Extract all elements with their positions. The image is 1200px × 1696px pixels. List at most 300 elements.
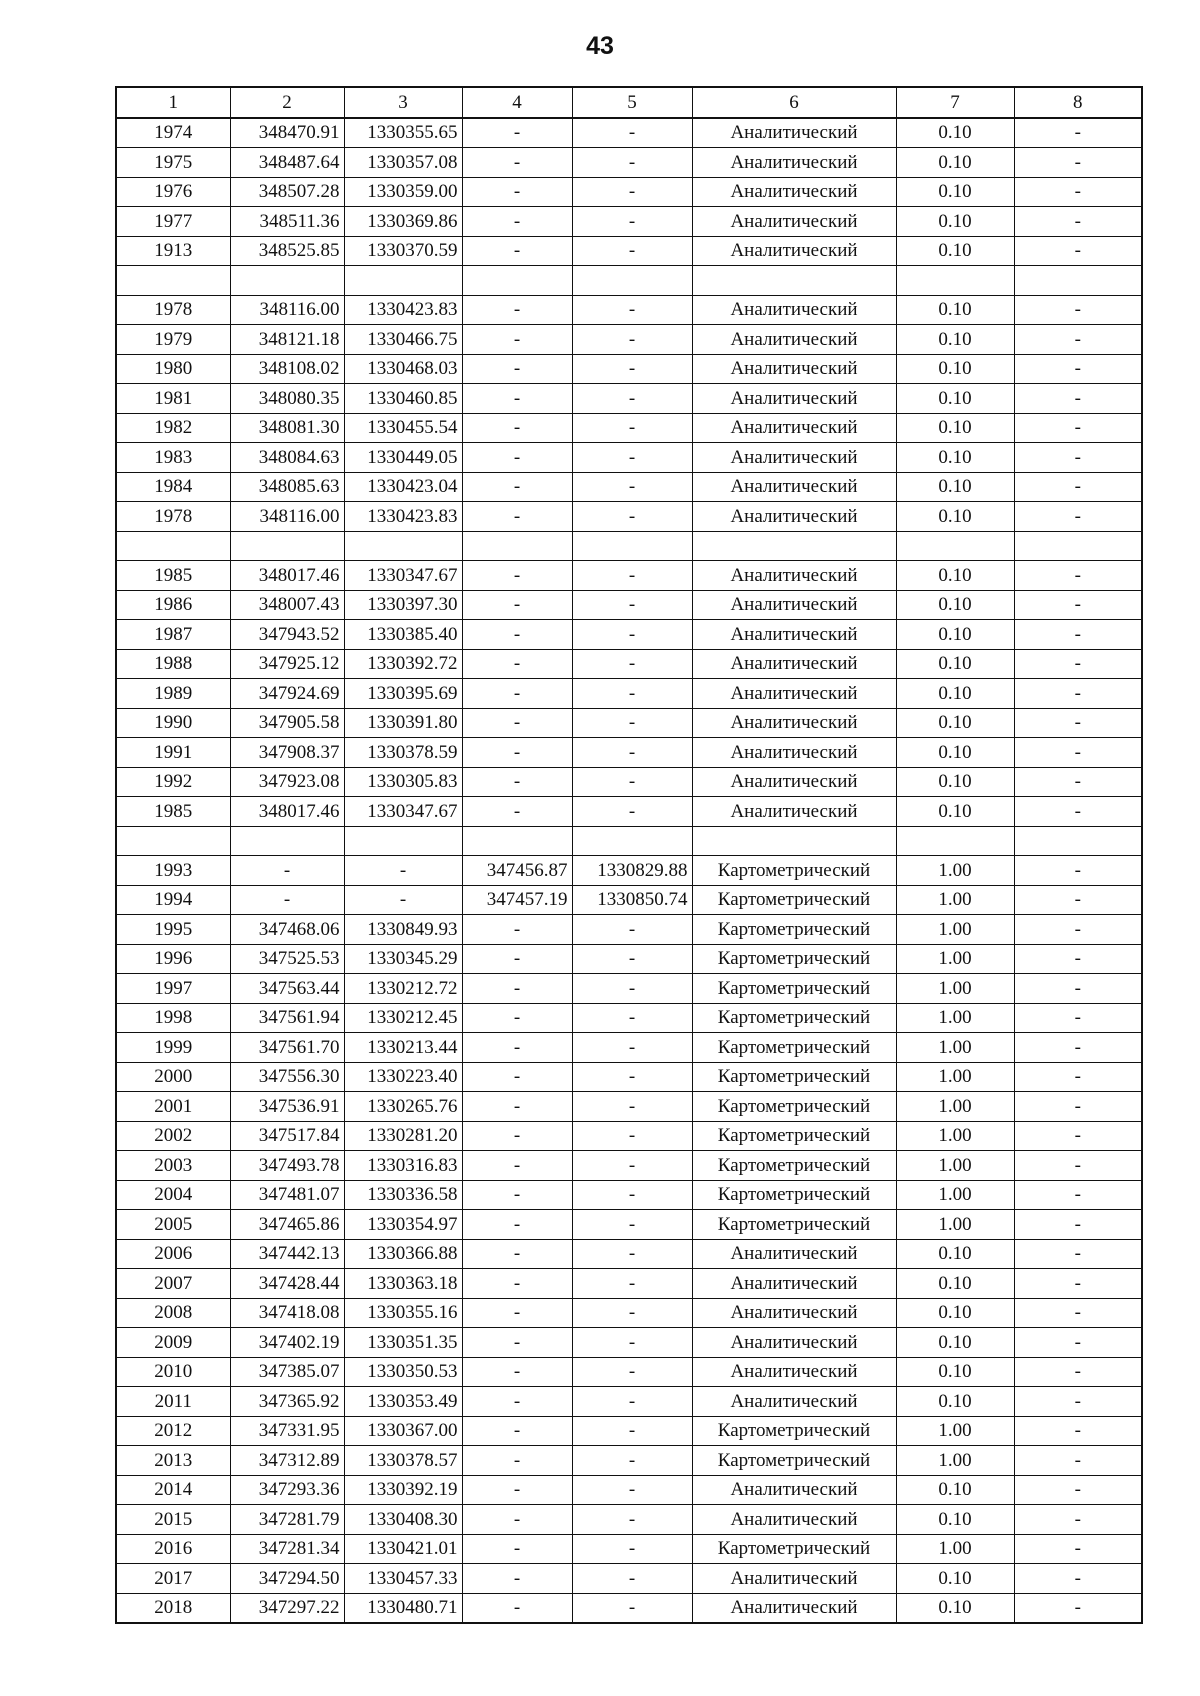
cell-col-7: 0.10 (896, 708, 1014, 738)
cell-col-8: - (1014, 590, 1142, 620)
cell-col-6: Аналитический (692, 325, 896, 355)
cell-col-4: - (462, 1328, 572, 1358)
cell-col-8: - (1014, 1092, 1142, 1122)
cell-col-4: - (462, 1210, 572, 1240)
cell-col-2: 348017.46 (230, 797, 344, 827)
table-row (116, 620, 1142, 650)
cell-col-8: - (1014, 148, 1142, 178)
cell-col-1: 2004 (116, 1180, 230, 1210)
cell-col-3: 1330849.93 (344, 915, 462, 945)
cell-col-5: - (572, 1210, 692, 1240)
cell-col-1: 2014 (116, 1475, 230, 1505)
cell-col-7: 1.00 (896, 1003, 1014, 1033)
cell-col-2: 347943.52 (230, 620, 344, 650)
cell-col-6 (692, 266, 896, 296)
cell-col-1: 2008 (116, 1298, 230, 1328)
cell-col-7: 0.10 (896, 325, 1014, 355)
cell-col-8: - (1014, 561, 1142, 591)
cell-col-1: 1995 (116, 915, 230, 945)
table-row (116, 295, 1142, 325)
cell-col-7: 1.00 (896, 944, 1014, 974)
cell-col-4: - (462, 1239, 572, 1269)
cell-col-7: 1.00 (896, 1446, 1014, 1476)
cell-col-1: 2000 (116, 1062, 230, 1092)
cell-col-3: 1330281.20 (344, 1121, 462, 1151)
cell-col-1: 1985 (116, 561, 230, 591)
cell-col-5: - (572, 649, 692, 679)
table-row (116, 1564, 1142, 1594)
cell-col-4: - (462, 384, 572, 414)
table-row (116, 1534, 1142, 1564)
cell-col-3: 1330421.01 (344, 1534, 462, 1564)
cell-col-2: 347468.06 (230, 915, 344, 945)
cell-col-4: - (462, 1033, 572, 1063)
table-row (116, 118, 1142, 148)
cell-col-3: 1330357.08 (344, 148, 462, 178)
cell-col-2: 347924.69 (230, 679, 344, 709)
table-row (116, 708, 1142, 738)
cell-col-5: - (572, 207, 692, 237)
cell-col-4: - (462, 679, 572, 709)
cell-col-1: 2003 (116, 1151, 230, 1181)
table-row (116, 944, 1142, 974)
cell-col-2: 347465.86 (230, 1210, 344, 1240)
cell-col-3: 1330212.45 (344, 1003, 462, 1033)
cell-col-8: - (1014, 1121, 1142, 1151)
cell-col-6: Картометрический (692, 856, 896, 886)
cell-col-1: 1991 (116, 738, 230, 768)
cell-col-2: 348116.00 (230, 502, 344, 532)
cell-col-7: 0.10 (896, 679, 1014, 709)
cell-col-7: 1.00 (896, 1121, 1014, 1151)
cell-col-1: 1993 (116, 856, 230, 886)
table-row (116, 679, 1142, 709)
cell-col-8: - (1014, 1446, 1142, 1476)
table-row (116, 1210, 1142, 1240)
cell-col-5: - (572, 1593, 692, 1623)
cell-col-6: Аналитический (692, 1505, 896, 1535)
cell-col-6: Аналитический (692, 236, 896, 266)
cell-col-6: Аналитический (692, 767, 896, 797)
cell-col-6: Картометрический (692, 1062, 896, 1092)
column-header-7: 7 (896, 87, 1014, 118)
separator-row (116, 826, 1142, 856)
cell-col-3: - (344, 856, 462, 886)
cell-col-2: 348080.35 (230, 384, 344, 414)
table-row (116, 148, 1142, 178)
cell-col-3: 1330223.40 (344, 1062, 462, 1092)
table-row (116, 649, 1142, 679)
cell-col-5: - (572, 620, 692, 650)
cell-col-2: 347493.78 (230, 1151, 344, 1181)
cell-col-7: 1.00 (896, 1151, 1014, 1181)
cell-col-8: - (1014, 177, 1142, 207)
cell-col-2: 347525.53 (230, 944, 344, 974)
cell-col-6: Аналитический (692, 620, 896, 650)
table-row (116, 590, 1142, 620)
cell-col-1: 1994 (116, 885, 230, 915)
cell-col-6: Картометрический (692, 1151, 896, 1181)
cell-col-4 (462, 531, 572, 561)
cell-col-5: - (572, 1387, 692, 1417)
cell-col-4: - (462, 118, 572, 148)
cell-col-8: - (1014, 797, 1142, 827)
cell-col-3 (344, 531, 462, 561)
cell-col-2: 348108.02 (230, 354, 344, 384)
cell-col-2: 348121.18 (230, 325, 344, 355)
table-row (116, 1151, 1142, 1181)
cell-col-7: 0.10 (896, 236, 1014, 266)
column-header-4: 4 (462, 87, 572, 118)
cell-col-5: - (572, 974, 692, 1004)
cell-col-5: - (572, 738, 692, 768)
cell-col-2: 347536.91 (230, 1092, 344, 1122)
cell-col-4: - (462, 354, 572, 384)
cell-col-4: - (462, 590, 572, 620)
cell-col-3: 1330355.16 (344, 1298, 462, 1328)
table-row (116, 384, 1142, 414)
cell-col-6: Аналитический (692, 738, 896, 768)
cell-col-6: Картометрический (692, 1092, 896, 1122)
cell-col-7: 0.10 (896, 1357, 1014, 1387)
cell-col-1: 2009 (116, 1328, 230, 1358)
cell-col-1 (116, 826, 230, 856)
cell-col-2: 347561.70 (230, 1033, 344, 1063)
table-row (116, 767, 1142, 797)
cell-col-4: - (462, 1092, 572, 1122)
cell-col-1: 1913 (116, 236, 230, 266)
cell-col-3: 1330355.65 (344, 118, 462, 148)
separator-row (116, 266, 1142, 296)
cell-col-4: - (462, 443, 572, 473)
cell-col-8: - (1014, 1151, 1142, 1181)
cell-col-4: - (462, 472, 572, 502)
cell-col-8: - (1014, 974, 1142, 1004)
cell-col-1: 1988 (116, 649, 230, 679)
cell-col-3: 1330347.67 (344, 797, 462, 827)
table-row (116, 325, 1142, 355)
cell-col-6 (692, 826, 896, 856)
cell-col-3: 1330378.57 (344, 1446, 462, 1476)
cell-col-1: 2001 (116, 1092, 230, 1122)
cell-col-1: 1984 (116, 472, 230, 502)
cell-col-7 (896, 266, 1014, 296)
cell-col-7: 0.10 (896, 295, 1014, 325)
column-header-2: 2 (230, 87, 344, 118)
cell-col-4: - (462, 177, 572, 207)
table-row (116, 1062, 1142, 1092)
cell-col-5: - (572, 1475, 692, 1505)
cell-col-5: - (572, 1357, 692, 1387)
cell-col-3: 1330391.80 (344, 708, 462, 738)
cell-col-8 (1014, 531, 1142, 561)
cell-col-6: Аналитический (692, 1564, 896, 1594)
cell-col-5: - (572, 1564, 692, 1594)
cell-col-3: 1330392.72 (344, 649, 462, 679)
cell-col-6: Картометрический (692, 944, 896, 974)
cell-col-7: 0.10 (896, 1298, 1014, 1328)
table-row (116, 177, 1142, 207)
cell-col-1: 1977 (116, 207, 230, 237)
cell-col-7: 0.10 (896, 1505, 1014, 1535)
cell-col-6: Картометрический (692, 1003, 896, 1033)
cell-col-2: 347365.92 (230, 1387, 344, 1417)
cell-col-3: 1330423.83 (344, 502, 462, 532)
cell-col-3: 1330363.18 (344, 1269, 462, 1299)
cell-col-5: - (572, 502, 692, 532)
column-header-8: 8 (1014, 87, 1142, 118)
cell-col-4: - (462, 148, 572, 178)
coordinates-table (115, 86, 1143, 1624)
cell-col-5: - (572, 1298, 692, 1328)
cell-col-5: - (572, 118, 692, 148)
cell-col-2: 348487.64 (230, 148, 344, 178)
page-number: 43 (586, 32, 614, 60)
cell-col-4: - (462, 1151, 572, 1181)
cell-col-6: Аналитический (692, 1239, 896, 1269)
cell-col-1: 1979 (116, 325, 230, 355)
cell-col-4: - (462, 1269, 572, 1299)
cell-col-6: Аналитический (692, 1298, 896, 1328)
cell-col-8: - (1014, 1180, 1142, 1210)
column-header-6: 6 (692, 87, 896, 118)
cell-col-6: Картометрический (692, 1180, 896, 1210)
table-row (116, 1121, 1142, 1151)
table-row (116, 797, 1142, 827)
cell-col-3: 1330397.30 (344, 590, 462, 620)
cell-col-8: - (1014, 295, 1142, 325)
cell-col-5: - (572, 1092, 692, 1122)
cell-col-5: - (572, 1446, 692, 1476)
cell-col-6: Аналитический (692, 1269, 896, 1299)
cell-col-6: Картометрический (692, 1446, 896, 1476)
table-header-row (116, 87, 1142, 118)
cell-col-8: - (1014, 1298, 1142, 1328)
cell-col-5: - (572, 561, 692, 591)
cell-col-4: - (462, 207, 572, 237)
cell-col-2: 348525.85 (230, 236, 344, 266)
cell-col-1: 2002 (116, 1121, 230, 1151)
cell-col-5: - (572, 797, 692, 827)
cell-col-7: 0.10 (896, 649, 1014, 679)
cell-col-7: 0.10 (896, 413, 1014, 443)
cell-col-2: 348470.91 (230, 118, 344, 148)
cell-col-5: - (572, 236, 692, 266)
cell-col-7: 1.00 (896, 1180, 1014, 1210)
cell-col-8: - (1014, 738, 1142, 768)
cell-col-6: Аналитический (692, 207, 896, 237)
cell-col-3: 1330408.30 (344, 1505, 462, 1535)
cell-col-1: 1986 (116, 590, 230, 620)
cell-col-2: 348017.46 (230, 561, 344, 591)
cell-col-3: 1330370.59 (344, 236, 462, 266)
cell-col-8: - (1014, 502, 1142, 532)
table-row (116, 236, 1142, 266)
cell-col-8: - (1014, 1534, 1142, 1564)
cell-col-5: - (572, 1416, 692, 1446)
cell-col-5: - (572, 1121, 692, 1151)
cell-col-5: - (572, 1239, 692, 1269)
cell-col-7: 1.00 (896, 974, 1014, 1004)
cell-col-3: 1330385.40 (344, 620, 462, 650)
cell-col-4: - (462, 797, 572, 827)
cell-col-5: - (572, 384, 692, 414)
cell-col-7: 0.10 (896, 767, 1014, 797)
cell-col-2: 348084.63 (230, 443, 344, 473)
cell-col-8: - (1014, 1475, 1142, 1505)
cell-col-1: 1976 (116, 177, 230, 207)
cell-col-7: 0.10 (896, 177, 1014, 207)
cell-col-5: 1330829.88 (572, 856, 692, 886)
cell-col-1: 2011 (116, 1387, 230, 1417)
cell-col-6: Аналитический (692, 354, 896, 384)
cell-col-3: 1330347.67 (344, 561, 462, 591)
cell-col-3: 1330392.19 (344, 1475, 462, 1505)
column-header-5: 5 (572, 87, 692, 118)
cell-col-3: 1330423.83 (344, 295, 462, 325)
cell-col-3: 1330351.35 (344, 1328, 462, 1358)
cell-col-1: 1990 (116, 708, 230, 738)
cell-col-5: - (572, 1269, 692, 1299)
cell-col-5: - (572, 443, 692, 473)
cell-col-2: 347312.89 (230, 1446, 344, 1476)
cell-col-7: 0.10 (896, 502, 1014, 532)
cell-col-1: 1996 (116, 944, 230, 974)
cell-col-5: - (572, 413, 692, 443)
cell-col-5: - (572, 177, 692, 207)
cell-col-5 (572, 531, 692, 561)
cell-col-2: 347908.37 (230, 738, 344, 768)
cell-col-1: 1985 (116, 797, 230, 827)
cell-col-7: 0.10 (896, 443, 1014, 473)
cell-col-3: 1330350.53 (344, 1357, 462, 1387)
cell-col-5: - (572, 708, 692, 738)
cell-col-7: 0.10 (896, 797, 1014, 827)
cell-col-6: Аналитический (692, 1475, 896, 1505)
cell-col-8: - (1014, 767, 1142, 797)
cell-col-1: 2016 (116, 1534, 230, 1564)
cell-col-6: Аналитический (692, 649, 896, 679)
cell-col-6: Картометрический (692, 1534, 896, 1564)
cell-col-8: - (1014, 649, 1142, 679)
cell-col-2: 347331.95 (230, 1416, 344, 1446)
cell-col-4: - (462, 649, 572, 679)
table-row (116, 472, 1142, 502)
cell-col-7: 1.00 (896, 1033, 1014, 1063)
cell-col-7: 0.10 (896, 207, 1014, 237)
cell-col-8: - (1014, 944, 1142, 974)
cell-col-5: - (572, 1151, 692, 1181)
cell-col-7: 0.10 (896, 472, 1014, 502)
cell-col-7: 0.10 (896, 561, 1014, 591)
table-row (116, 413, 1142, 443)
cell-col-5: - (572, 295, 692, 325)
cell-col-7: 0.10 (896, 590, 1014, 620)
cell-col-4: - (462, 1298, 572, 1328)
table-row (116, 1505, 1142, 1535)
cell-col-8: - (1014, 118, 1142, 148)
cell-col-7: 0.10 (896, 1328, 1014, 1358)
cell-col-2: 348511.36 (230, 207, 344, 237)
cell-col-3: 1330457.33 (344, 1564, 462, 1594)
cell-col-7: 1.00 (896, 1416, 1014, 1446)
cell-col-2: 347925.12 (230, 649, 344, 679)
cell-col-8: - (1014, 856, 1142, 886)
cell-col-5: - (572, 1033, 692, 1063)
cell-col-2 (230, 826, 344, 856)
cell-col-2: 347281.34 (230, 1534, 344, 1564)
cell-col-1: 2010 (116, 1357, 230, 1387)
cell-col-1: 1997 (116, 974, 230, 1004)
cell-col-4: - (462, 1357, 572, 1387)
cell-col-7: 0.10 (896, 1593, 1014, 1623)
cell-col-2: 347517.84 (230, 1121, 344, 1151)
cell-col-4: - (462, 1564, 572, 1594)
cell-col-4: - (462, 738, 572, 768)
cell-col-4: 347457.19 (462, 885, 572, 915)
cell-col-5: - (572, 1003, 692, 1033)
cell-col-1: 1998 (116, 1003, 230, 1033)
cell-col-8: - (1014, 1269, 1142, 1299)
separator-row (116, 531, 1142, 561)
cell-col-1: 1987 (116, 620, 230, 650)
cell-col-8: - (1014, 1210, 1142, 1240)
cell-col-2: 348507.28 (230, 177, 344, 207)
cell-col-4: - (462, 502, 572, 532)
cell-col-3: 1330423.04 (344, 472, 462, 502)
cell-col-7: 0.10 (896, 384, 1014, 414)
cell-col-3: 1330449.05 (344, 443, 462, 473)
table-row (116, 915, 1142, 945)
cell-col-2: 347281.79 (230, 1505, 344, 1535)
table-row (116, 885, 1142, 915)
cell-col-8: - (1014, 1328, 1142, 1358)
cell-col-3: 1330359.00 (344, 177, 462, 207)
cell-col-8: - (1014, 1564, 1142, 1594)
cell-col-4: - (462, 1003, 572, 1033)
cell-col-3: 1330460.85 (344, 384, 462, 414)
cell-col-7: 0.10 (896, 1269, 1014, 1299)
cell-col-1 (116, 531, 230, 561)
cell-col-3: 1330354.97 (344, 1210, 462, 1240)
cell-col-5: 1330850.74 (572, 885, 692, 915)
table-row (116, 1475, 1142, 1505)
table-row (116, 1328, 1142, 1358)
cell-col-5: - (572, 1505, 692, 1535)
cell-col-1: 1974 (116, 118, 230, 148)
cell-col-6: Картометрический (692, 1210, 896, 1240)
cell-col-6: Аналитический (692, 443, 896, 473)
cell-col-3: 1330480.71 (344, 1593, 462, 1623)
cell-col-1: 2007 (116, 1269, 230, 1299)
cell-col-6: Аналитический (692, 177, 896, 207)
cell-col-8: - (1014, 1062, 1142, 1092)
cell-col-7: 0.10 (896, 1239, 1014, 1269)
cell-col-5: - (572, 679, 692, 709)
cell-col-8: - (1014, 620, 1142, 650)
table-row (116, 1239, 1142, 1269)
cell-col-5: - (572, 1328, 692, 1358)
table-row (116, 974, 1142, 1004)
table-row (116, 354, 1142, 384)
table-row (116, 207, 1142, 237)
cell-col-2: 347297.22 (230, 1593, 344, 1623)
table-row (116, 1269, 1142, 1299)
cell-col-2: 347481.07 (230, 1180, 344, 1210)
table-row (116, 1092, 1142, 1122)
cell-col-5: - (572, 915, 692, 945)
cell-col-1: 2017 (116, 1564, 230, 1594)
